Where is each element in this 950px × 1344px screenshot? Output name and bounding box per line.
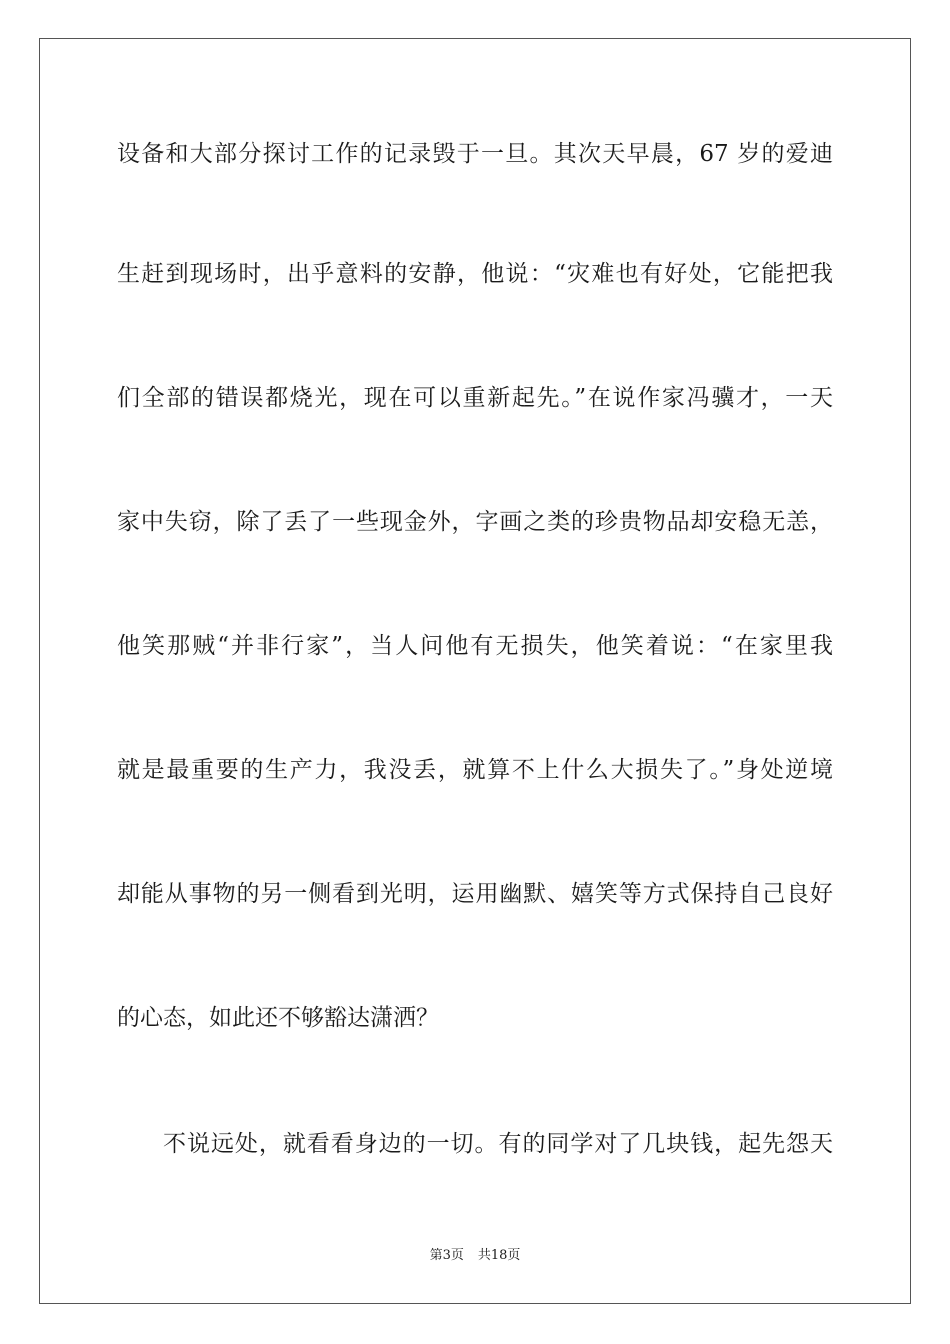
body-text-line-5: 他笑那贼“并非行家”，当人问他有无损失，他笑着说：“在家里我 xyxy=(117,633,833,659)
body-text-line-7: 却能从事物的另一侧看到光明，运用幽默、嬉笑等方式保持自己良好 xyxy=(117,881,833,907)
body-text-line-9: 不说远处，就看看身边的一切。有的同学对了几块钱，起先怨天 xyxy=(163,1131,833,1157)
body-text-line-6: 就是最重要的生产力，我没丢，就算不上什么大损失了。”身处逆境 xyxy=(117,757,833,783)
body-text-line-4: 家中失窃，除了丢了一些现金外，字画之类的珍贵物品却安稳无恙， xyxy=(117,509,833,535)
body-text-line-8: 的心态，如此还不够豁达潇洒？ xyxy=(117,1005,439,1031)
body-text-line-3: 们全部的错误都烧光，现在可以重新起先。”在说作家冯骥才，一天 xyxy=(117,385,833,411)
page-footer xyxy=(0,1247,950,1265)
body-text-line-1: 设备和大部分探讨工作的记录毁于一旦。其次天早晨，67 岁的爱迪 xyxy=(117,141,833,167)
page-total: 共18页 xyxy=(477,1248,521,1263)
page-number: 第3页 xyxy=(429,1248,464,1263)
page-border xyxy=(39,38,911,1304)
body-text-line-2: 生赶到现场时，出乎意料的安静，他说：“灾难也有好处，它能把我 xyxy=(117,261,833,287)
